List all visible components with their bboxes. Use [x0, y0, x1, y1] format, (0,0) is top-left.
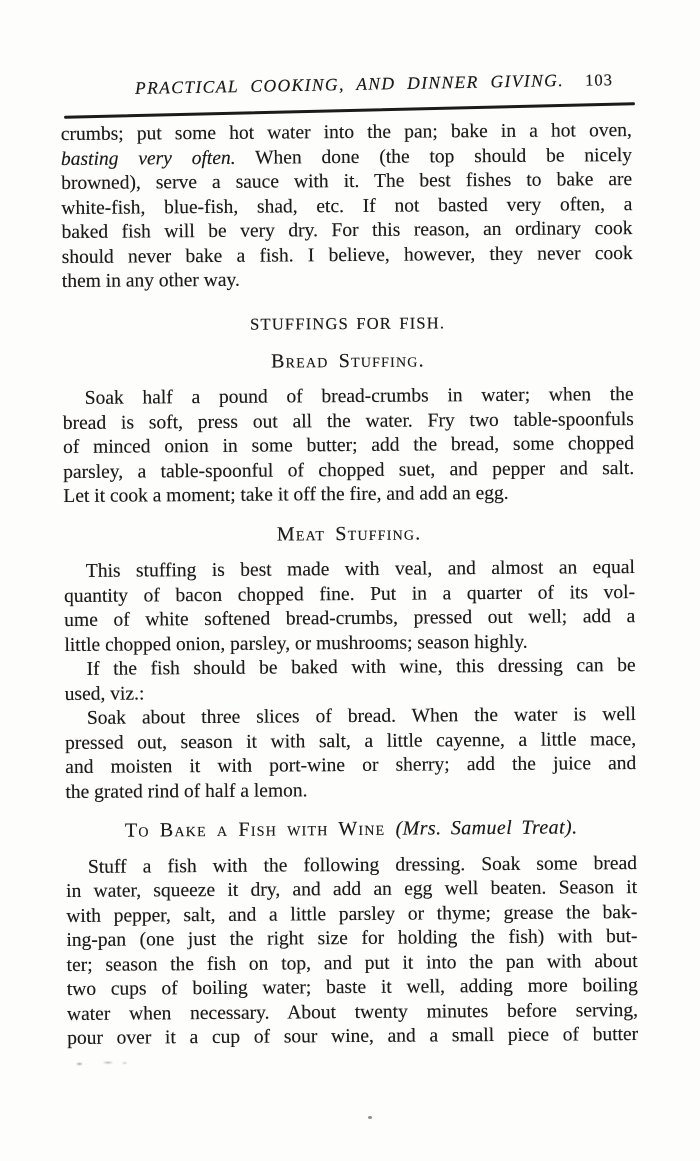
recipe-heading: Bread Stuffing.: [270, 348, 425, 373]
text-line: and moisten it with port-wine or sherry; add the juice and: [65, 753, 637, 778]
cutoff-line-remnant: [72, 1059, 134, 1068]
text-line: browned), serve a sauce with it. The best fishes to bake are: [61, 169, 633, 195]
paragraph: [66, 852, 638, 1052]
text-line: quantity of bacon chopped fine. Put in a quarter of its vol-: [63, 581, 636, 607]
text-line: in water, squeeze it dry, and add an egg well beaten. Season it: [66, 876, 638, 902]
text-line: This stuffing is best made with veal, and almost an equal: [85, 557, 635, 582]
text-line: ing-pan (one just the right size for holding the fish) with but-: [66, 925, 638, 951]
ink-speck: [368, 1116, 372, 1119]
text-line: white-fish, blue-fish, shad, etc. If not basted very often, a: [61, 193, 633, 219]
text-line: ume of white softened bread-crumbs, pressed out well; add a: [64, 606, 636, 631]
running-head: [64, 69, 635, 100]
header-rule: [64, 102, 635, 118]
recipe-heading: Meat Stuffing.: [276, 521, 422, 546]
text-line: If the fish should be baked with wine, this dressing can be: [86, 655, 636, 680]
paragraph: [63, 383, 635, 509]
paragraph: [65, 703, 637, 805]
page-number: 103: [585, 70, 614, 90]
running-head-title: PRACTICAL COOKING, AND DINNER GIVING.: [134, 70, 565, 98]
text-line: Soak half a pound of bread-crumbs in water; when the: [84, 384, 634, 409]
text-line: should never bake a fish. I believe, however, they never cook: [61, 242, 633, 268]
text-line: basting very often. When done (the top should be nicely: [60, 144, 633, 170]
recipe-heading: To Bake a Fish with Wine (Mrs. Samuel Treat).: [124, 816, 578, 842]
text-line: used, viz.:: [64, 682, 145, 705]
paragraph: [64, 556, 636, 658]
text-line: two cups of boiling water; baste it well, adding more boiling: [66, 974, 638, 1000]
text-line: ter; season the fish on top, and put it into the pan with about: [66, 950, 638, 976]
text-line: pressed out, season it with salt, a little cayenne, a little mace,: [65, 728, 637, 754]
text-line: Soak about three slices of bread. When the water is well: [86, 704, 636, 729]
text-line: Stuff a fish with the following dressing. Soak some bread: [87, 852, 638, 878]
text-line: crumbs; put some hot water into the pan; bake in a hot oven,: [60, 120, 632, 146]
text-line: of minced onion in some butter; add the bread, some chopped: [62, 433, 635, 458]
paragraph: [61, 119, 633, 294]
text-line: bread is soft, press out all the water. Fry two table-spoonfuls: [62, 408, 634, 434]
text-line: parsley, a table-spoonful of chopped suet, and pepper and salt.: [63, 457, 635, 483]
text-line: pour over it a cup of sour wine, and a small piece of butter: [67, 1023, 639, 1049]
text-line: with pepper, salt, and a little parsley or thyme; grease the bak-: [66, 901, 638, 927]
text-line: the grated rind of half a lemon.: [65, 779, 308, 803]
text-line: them in any other way.: [61, 269, 240, 293]
text-line: Let it cook a moment; take it off the fire, and add an egg.: [63, 482, 509, 507]
section-heading: STUFFINGS FOR FISH.: [250, 312, 446, 334]
text-line: baked fish will be very dry. For this reason, an ordinary cook: [61, 218, 633, 244]
page-body: [61, 119, 638, 1051]
text-line: little chopped onion, parsley, or mushrooms; season highly.: [64, 631, 528, 656]
paragraph: [65, 654, 636, 707]
text-line: water when necessary. About twenty minutes before serving,: [66, 999, 639, 1025]
